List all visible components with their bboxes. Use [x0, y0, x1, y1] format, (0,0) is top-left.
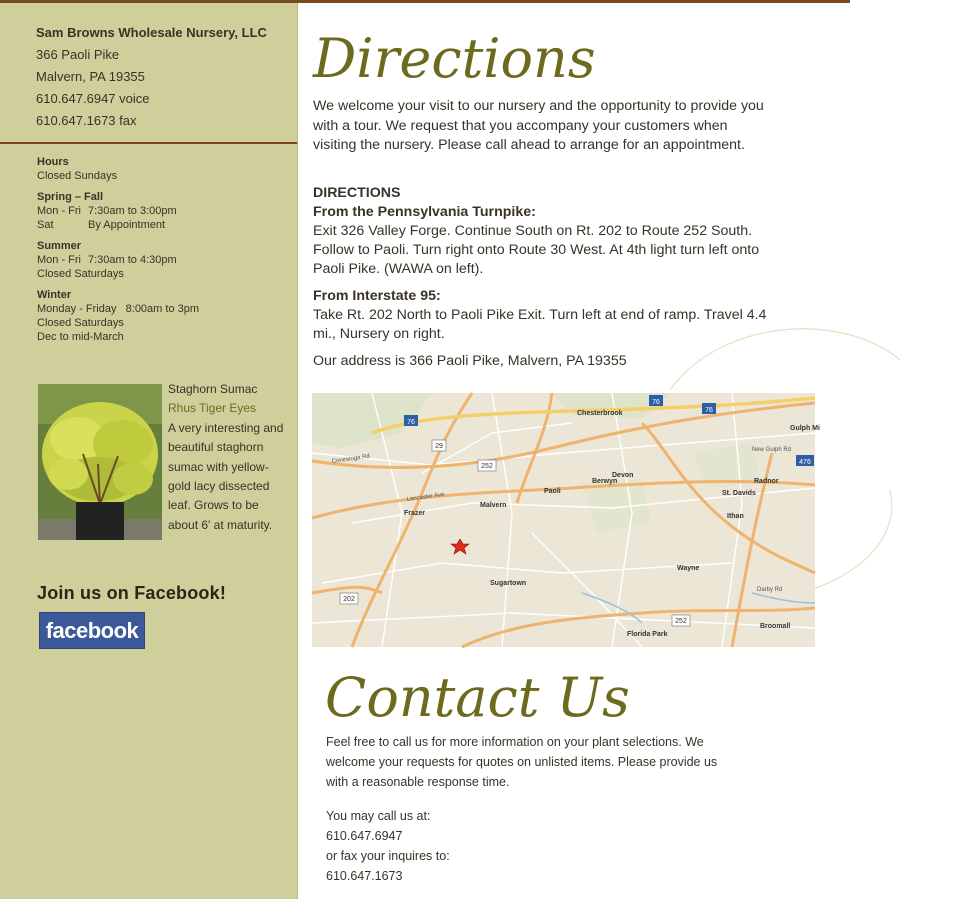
- spring-fall-row1: [37, 204, 199, 218]
- sidebar-edge: [297, 3, 298, 899]
- directions-heading: DIRECTIONS: [313, 185, 401, 201]
- map-label-conestoga: Conestoga Rd: [331, 453, 371, 465]
- contact-phone: 610.647.6947: [326, 829, 403, 843]
- plant-description: A very interesting and beautiful staghorn sumac with yellow- gold lacy dissected leaf. Grows to be about 6' at maturity.: [168, 420, 284, 532]
- map-label-chesterbrook: Chesterbrook: [577, 410, 623, 417]
- contact-title: Contact Us: [325, 666, 630, 729]
- contact-paragraph: Feel free to call us for more information on your plant selections. We welcome your requests for quotes on unlisted items. Please provide us with a reasonable response time.: [326, 735, 718, 789]
- contact-body: [326, 732, 726, 886]
- directions-title: Directions: [313, 27, 596, 90]
- contact-fax-label: or fax your inquires to:: [326, 849, 450, 863]
- shield-76-c: 76: [705, 407, 713, 414]
- summer-heading: Summer: [37, 240, 82, 252]
- map-label-ithan: Ithan: [727, 513, 744, 520]
- address-line2: Malvern, PA 19355: [36, 69, 145, 84]
- hours-closed-sundays: Closed Sundays: [37, 170, 118, 182]
- map-label-paoli: Paoli: [544, 488, 561, 495]
- winter-row3: Dec to mid-March: [37, 331, 124, 343]
- map-label-florida-park: Florida Park: [627, 631, 668, 638]
- phone-voice: 610.647.6947 voice: [36, 91, 150, 106]
- shield-202: 202: [343, 596, 355, 603]
- map-label-sugartown: Sugartown: [490, 580, 527, 587]
- spring-fall-row2-time: By Appointment: [88, 219, 166, 231]
- company-name: Sam Browns Wholesale Nursery, LLC: [36, 25, 267, 40]
- i95-text: Take Rt. 202 North to Paoli Pike Exit. Turn left at end of ramp. Travel 4.4 mi., Nursery on right.: [313, 307, 767, 342]
- winter-row1: Monday - Friday 8:00am to 3pm: [37, 303, 200, 315]
- map-label-radnor: Radnor: [754, 478, 779, 485]
- spring-fall-row1-days: Mon - Fri: [37, 205, 81, 217]
- hours-block: [37, 155, 199, 344]
- map-label-berwyn: Berwyn: [592, 478, 618, 485]
- plant-photo-svg: [38, 384, 162, 540]
- spring-fall-heading: Spring – Fall: [37, 191, 104, 203]
- turnpike-text: Exit 326 Valley Forge. Continue South on Rt. 202 to Route 252 South. Follow to Paoli. Turn right onto Route 30 West. At 4th light turn left onto Paoli Pike. (WAWA on left).: [313, 223, 760, 277]
- i95-heading: From Interstate 95:: [313, 288, 441, 304]
- shield-252-b: 252: [675, 618, 687, 625]
- map-label-darby: Darby Rd: [757, 587, 783, 593]
- map-label-wayne: Wayne: [677, 565, 700, 572]
- shield-29: 29: [435, 443, 443, 450]
- directions-map[interactable]: [312, 393, 820, 647]
- address-line1: 366 Paoli Pike: [36, 47, 120, 62]
- map-label-frazer: Frazer: [404, 510, 426, 517]
- map-label-st-davids: St. Davids: [722, 490, 756, 497]
- map-label-lancaster: Lancaster Ave: [406, 491, 445, 503]
- directions-body: [313, 184, 783, 379]
- facebook-heading: Join us on Facebook!: [37, 583, 227, 603]
- plant-name: Staghorn Sumac: [168, 382, 258, 396]
- map-label-malvern: Malvern: [480, 502, 507, 509]
- hours-heading: Hours: [37, 156, 69, 168]
- spring-fall-row1-time: 7:30am to 3:00pm: [88, 205, 177, 217]
- shield-252-a: 252: [481, 463, 493, 470]
- map-svg: [312, 393, 820, 647]
- summer-row2: Closed Saturdays: [37, 268, 124, 280]
- summer-row1-days: Mon - Fri: [37, 254, 81, 266]
- plant-photo: [38, 384, 162, 540]
- winter-heading: Winter: [37, 289, 72, 301]
- spring-fall-row2: [37, 218, 199, 232]
- winter-row2: Closed Saturdays: [37, 317, 124, 329]
- contact-fax: 610.647.1673: [326, 869, 403, 883]
- map-label-gulph-mills: Gulph Mi: [790, 425, 820, 432]
- spring-fall-row2-days: Sat: [37, 219, 54, 231]
- shield-76-a: 76: [407, 419, 415, 426]
- plant-feature: [168, 380, 290, 535]
- contact-call-label: You may call us at:: [326, 809, 431, 823]
- sidebar-divider: [0, 142, 297, 144]
- summer-row1-time: 7:30am to 4:30pm: [88, 254, 177, 266]
- map-label-broomall: Broomall: [760, 623, 791, 630]
- sidebar-contact: [36, 22, 267, 132]
- facebook-button[interactable]: facebook: [39, 612, 145, 649]
- map-label-devon: Devon: [612, 472, 634, 479]
- directions-address: Our address is 366 Paoli Pike, Malvern, PA 19355: [313, 353, 627, 369]
- directions-intro: We welcome your visit to our nursery and the opportunity to provide you with a tour. We request that you accompany your customers when visiting the nursery. Please call ahead to arrange for an appointment.: [313, 98, 764, 153]
- turnpike-heading: From the Pennsylvania Turnpike:: [313, 204, 536, 220]
- summer-row1: [37, 253, 199, 267]
- phone-fax: 610.647.1673 fax: [36, 113, 137, 128]
- shield-476: 476: [799, 459, 811, 466]
- shield-76-b: 76: [652, 399, 660, 406]
- plant-latin-link[interactable]: Rhus Tiger Eyes: [168, 401, 257, 416]
- map-label-new-gulph: New Gulph Rd: [752, 447, 792, 453]
